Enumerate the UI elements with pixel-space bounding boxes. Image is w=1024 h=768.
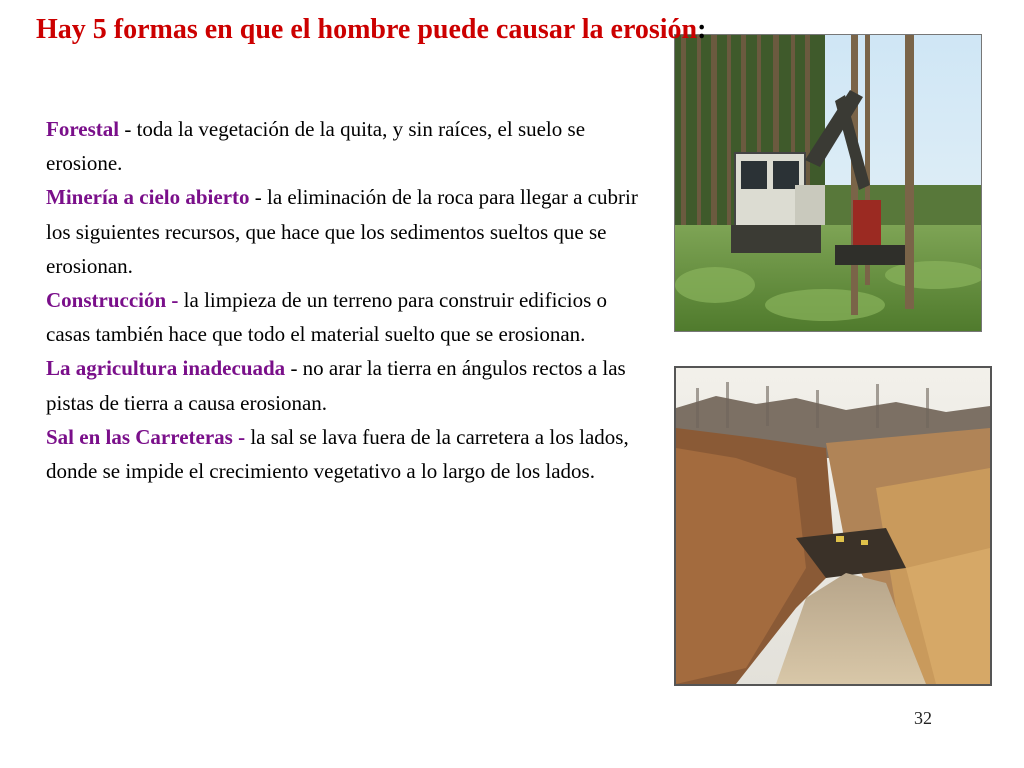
slide-title-colon: : — [697, 14, 707, 45]
cause-item-road-salt — [46, 420, 646, 488]
slide-title — [36, 10, 756, 50]
cause-description: - no arar la tierra en ángulos rectos a las pistas de tierra a causa erosionan. — [46, 356, 626, 415]
cause-item-forestry — [46, 112, 646, 180]
slide-title-text: Hay 5 formas en que el hombre puede causar la erosión — [36, 14, 698, 45]
cause-term: Forestal — [46, 117, 120, 141]
forestry-harvester-photo — [674, 34, 982, 332]
slide-number: 32 — [914, 708, 932, 728]
cause-item-open-pit-mining — [46, 180, 646, 283]
cause-description: la sal se lava fuera de la carretera a los lados, donde se impide el crecimiento vegetativo a lo largo de los lados. — [46, 424, 629, 484]
erosion-causes-list — [46, 112, 646, 488]
cause-term: La agricultura inadecuada — [46, 356, 286, 381]
cause-description: - la eliminación de la roca para llegar a cubrir los siguientes recursos, que hace que los sedimentos sueltos que se erosionan. — [46, 185, 638, 278]
cause-term: Construcción - — [46, 288, 179, 313]
open-pit-mine-photo — [674, 366, 992, 686]
cause-term: Minería a cielo abierto — [46, 185, 250, 210]
cause-item-agriculture — [46, 351, 646, 419]
cause-item-construction — [46, 283, 646, 351]
cause-description: - toda la vegetación de la quita, y sin raíces, el suelo se erosione. — [46, 117, 586, 176]
cause-term: Sal en las Carreteras - — [46, 424, 246, 449]
cause-description: la limpieza de un terreno para construir edificios o casas también hace que todo el material suelto que se erosionan. — [46, 288, 608, 347]
